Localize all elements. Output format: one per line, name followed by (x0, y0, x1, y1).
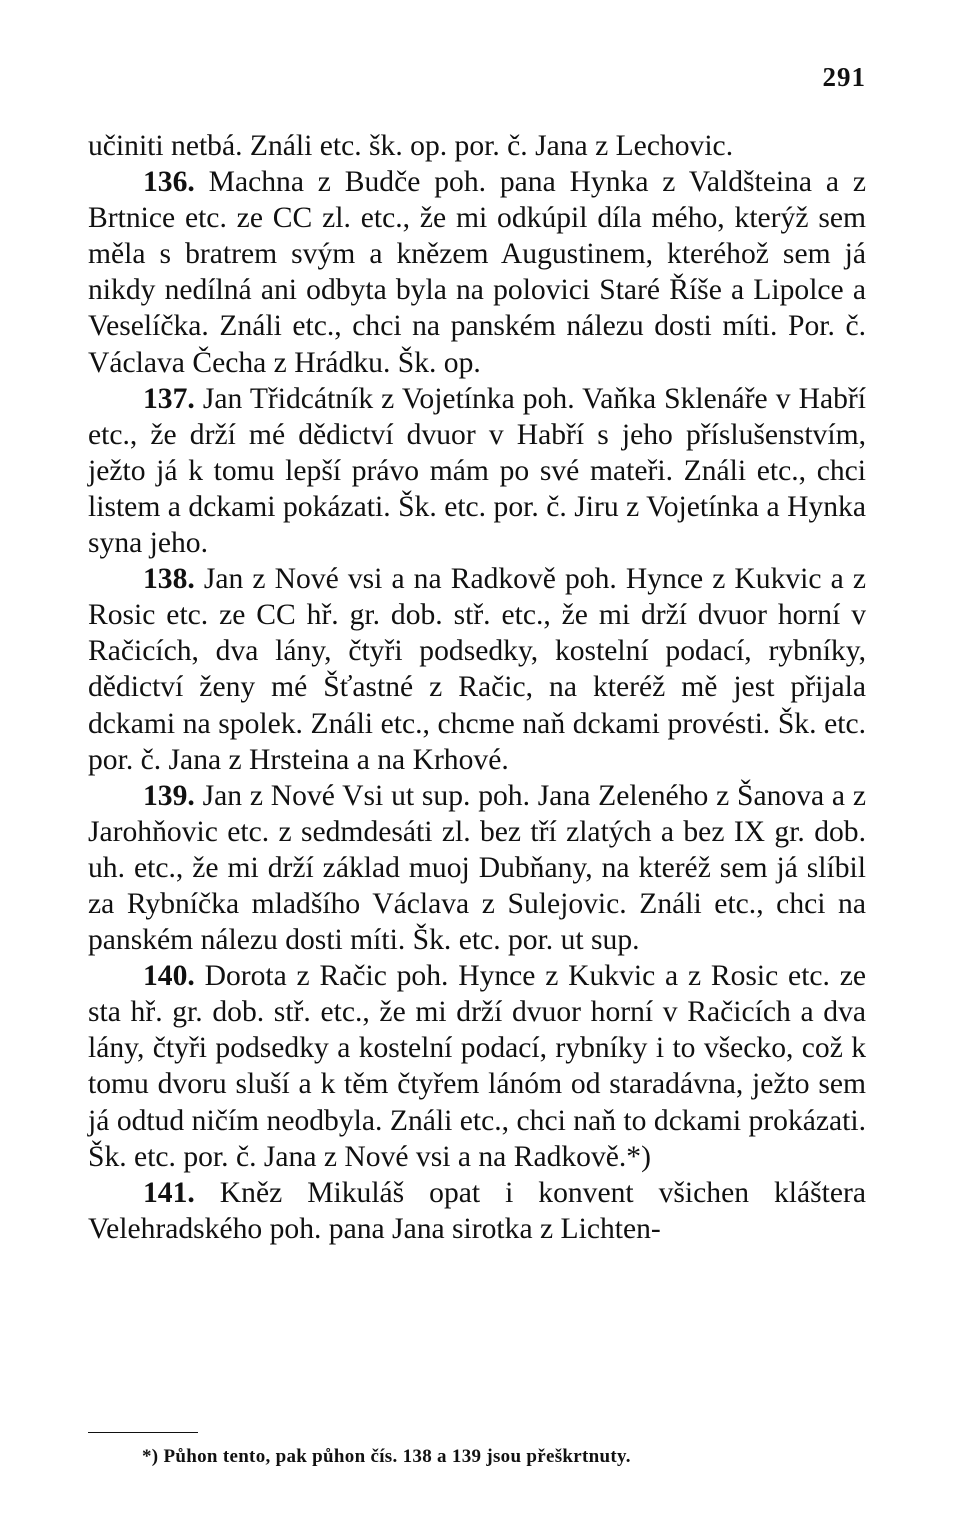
entry-text: Jan Třidcátník z Vojetínka poh. Vaňka Sklenáře v Habří etc., že drží mé dědictví dvuor v Habří s jeho příslušenstvím, ježto já k tomu lepší právo mám po své mateři. Ználi etc., chci listem a dckami pokázati. Šk. etc. por. č. Jiru z Vojetínka a Hynka syna jeho. (88, 382, 867, 560)
paragraph-text: učiniti netbá. Ználi etc. šk. op. por. č. Jana z Lechovic. (88, 130, 734, 162)
entry-text: Machna z Budče poh. pana Hynka z Valdšteina a z Brtnice etc. ze CC zl. etc., že mi odkúpil díla mého, kterýž sem měla s bratrem svým a knězem Augustinem, kteréhož sem já nikdy nedílná ani odbyta byla na polovici Staré Říše a Lipolce a Veselíčka. Ználi etc., chci na panském nálezu dosti míti. Por. č. Václava Čecha z Hrádku. Šk. op. (88, 166, 866, 379)
entry-number: 140. (143, 960, 195, 993)
entry-140 (88, 958, 866, 1175)
entry-text: Jan z Nové vsi a na Radkově poh. Hynce z Kukvic a z Rosic etc. ze CC hř. gr. dob. stř. etc., že mi drží dvuor horní v Račicích, dva lány, čtyři podsedky, kostelní podací, rybníky, dědictví ženy mé Šťastné z Račic, na kteréž mě jest přijala dckami na spolek. Ználi etc., chcme naň dckami provésti. Šk. etc. por. č. Jana z Hrsteina a na Krhové. (88, 563, 866, 776)
entry-138 (88, 561, 866, 778)
entry-number: 139. (143, 779, 195, 812)
entry-text: Dorota z Račic poh. Hynce z Kukvic a z Rosic etc. ze sta hř. gr. dob. stř. etc., že mi drží dvuor horní v Račicích a dva lány, čtyři podsedky a kostelní podací, rybníky i to všecko, což k tomu dvoru sluší a k těm čtyřem lánóm od staradávna, ježto sem já odtud ničím neodbyla. Ználi etc., chci naň to dckami prokázati. Šk. etc. por. č. Jana z Nové vsi a na Radkově.*) (88, 960, 867, 1173)
footnote-divider (88, 1432, 198, 1433)
entry-number: 141. (143, 1176, 195, 1209)
body-text (88, 128, 866, 1247)
entry-number: 138. (143, 563, 195, 596)
entry-number: 137. (143, 382, 195, 415)
entry-136 (88, 164, 866, 381)
paragraph-continuation (88, 128, 866, 164)
entry-number: 136. (143, 166, 195, 199)
entry-text: Kněz Mikuláš opat i konvent všichen kláštera Velehradského poh. pana Jana sirotka z Lichten- (88, 1176, 867, 1245)
entry-139 (88, 778, 866, 958)
entry-141 (88, 1175, 866, 1247)
entry-137 (88, 381, 866, 561)
entry-text: Jan z Nové Vsi ut sup. poh. Jana Zeleného z Šanova a z Jarohňovic etc. z sedmdesáti zl. bez tří zlatých a bez IX gr. dob. uh. etc., že mi drží základ muoj Dubňany, na kteréž sem já slíbil za Rybníčka mladšího Václava z Sulejovic. Ználi etc., chci na panském nálezu dosti míti. Šk. etc. por. ut sup. (88, 779, 867, 957)
document-page (88, 0, 866, 1534)
footnote: *) Půhon tento, pak půhon čís. 138 a 139 jsou přeškrtnuty. (142, 1446, 631, 1467)
page-number: 291 (822, 62, 866, 92)
